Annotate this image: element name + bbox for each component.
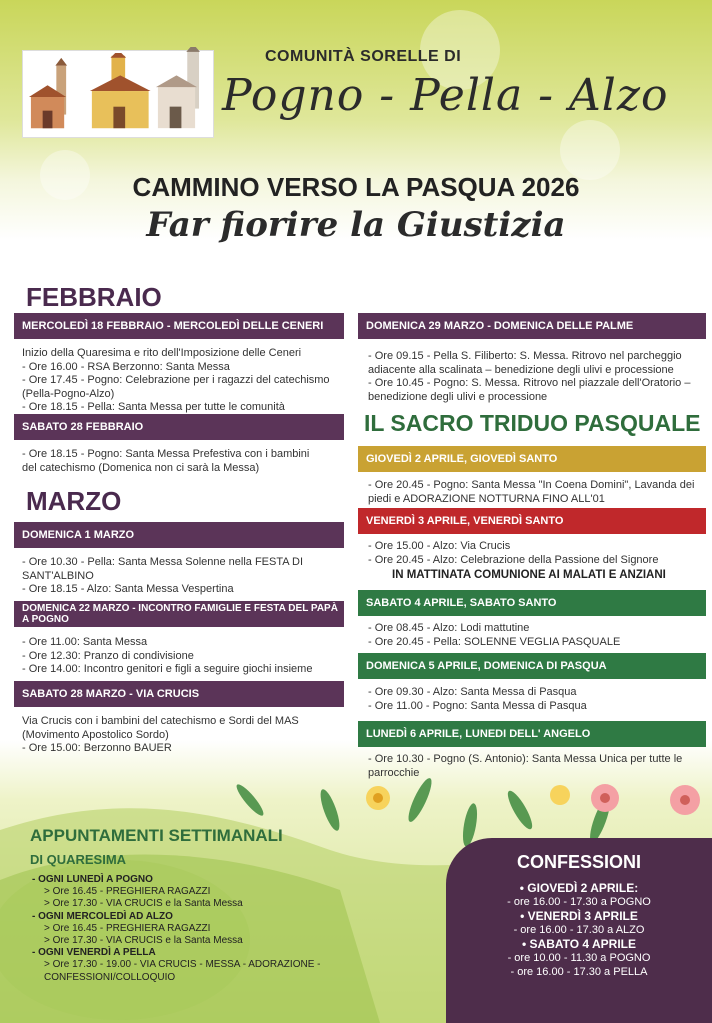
paesi-title: Pogno - Pella - Alzo [222,70,669,121]
group-head: - OGNI VENERDÌ A PELLA [32,947,156,959]
event-line: - Ore 10.30 - Pogno (S. Antonio): Santa Messa Unica per tutte le parrocchie [368,753,683,779]
bokeh-decoration [560,120,620,180]
church-alzo-icon [154,47,209,133]
event-line: - Ore 15.00 - Alzo: Via Crucis [368,540,511,552]
event-bar-angelo: LUNEDÌ 6 APRILE, LUNEDI DELL' ANGELO [358,721,706,747]
event-bar-22-mar: DOMENICA 22 MARZO - INCONTRO FAMIGLIE E FESTA DEL PAPÀ A POGNO [14,601,344,627]
settimanali-list [32,874,320,984]
cammino-title: CAMMINO VERSO LA PASQUA 2026 [132,172,580,202]
settimanali-title: APPUNTAMENTI SETTIMANALI [30,826,283,845]
confessioni-line: - ore 10.00 - 11.30 a POGNO [507,952,651,964]
event-line: - Ore 20.45 - Pella: SOLENNE VEGLIA PASQUALE [368,635,621,648]
group-item: > Ore 16.45 - PREGHIERA RAGAZZI [44,886,211,898]
event-note: IN MATTINATA COMUNIONE AI MALATI E ANZIANI [392,569,666,581]
motto-title: Far fiorire la Giustizia [146,205,566,245]
confessioni-box [446,838,712,1023]
event-text-28-feb [22,448,322,475]
group-item: > Ore 16.45 - PREGHIERA RAGAZZI [44,922,211,934]
event-line: - Ore 18.15 - Pella: Santa Messa per tutte le comunità [22,401,285,413]
event-text-28-mar [22,715,342,756]
confessioni-line: • SABATO 4 APRILE [522,937,636,951]
church-pogno-icon [27,57,86,133]
event-bar-ceneri: MERCOLEDÌ 18 FEBBRAIO - MERCOLEDÌ DELLE CENERI [14,313,344,339]
event-line: - Ore 10.45 - Pogno: S. Messa. Ritrovo nel piazzale dell'Oratorio – benedizione degli ulivi e processione [368,377,691,403]
event-line: - Ore 09.30 - Alzo: Santa Messa di Pasqua [368,686,577,698]
confessioni-line: • VENERDÌ 3 APRILE [520,909,638,923]
event-line: - Ore 20.45 - Alzo: Celebrazione della Passione del Signore [368,553,659,566]
confessioni-line: - ore 16.00 - 17.30 a ALZO [513,924,645,936]
churches-image [22,50,214,138]
month-marzo: MARZO [26,486,122,516]
month-febbraio: FEBBRAIO [26,282,162,312]
settimanali-subtitle: DI QUARESIMA [30,852,127,867]
church-pella-icon [86,53,155,133]
confessioni-title: CONFESSIONI [516,852,641,872]
event-line: - Ore 12.30: Pranzo di condivisione [22,649,194,662]
event-line: - Ore 11.00 - Pogno: Santa Messa di Pasqua [368,699,587,712]
event-text-giovedi-santo [368,479,698,506]
event-line: - Ore 17.45 - Pogno: Celebrazione per i ragazzi del catechismo (Pella-Pogno-Alzo) [22,374,330,400]
group-item: > Ore 17.30 - VIA CRUCIS e la Santa Messa [44,898,243,910]
group-item: > Ore 17.30 - VIA CRUCIS e la Santa Messa [44,935,243,947]
event-text-palme [368,350,698,404]
event-bar-sabato-santo: SABATO 4 APRILE, SABATO SANTO [358,590,706,616]
event-bar-1-mar: DOMENICA 1 MARZO [14,522,344,548]
group-head: - OGNI MERCOLEDÌ AD ALZO [32,910,173,922]
confessioni-line: - ore 16.00 - 17.30 a POGNO [507,896,651,908]
event-line: - Ore 16.00 - RSA Berzonno: Santa Messa [22,360,230,373]
event-bar-28-feb: SABATO 28 FEBBRAIO [14,414,344,440]
event-line: - Ore 20.45 - Pogno: Santa Messa "In Coena Domini", Lavanda dei piedi e ADORAZIONE NOTTURNA FINO ALL'01 [368,479,695,505]
event-line: - Ore 18.15 - Alzo: Santa Messa Vespertina [22,583,234,595]
event-bar-giovedi-santo: GIOVEDÌ 2 APRILE, GIOVEDÌ SANTO [358,446,706,472]
event-line: - Ore 08.45 - Alzo: Lodi mattutine [368,622,530,634]
comunita-label: COMUNITÀ SORELLE DI [265,48,462,65]
event-line: - Ore 14.00: Incontro genitori e figli a seguire giochi insieme [22,663,313,675]
event-text-venerdi-santo [368,540,698,583]
confessioni-line: • GIOVEDÌ 2 APRILE: [519,881,639,895]
event-text-pasqua [368,686,698,713]
event-line: Via Crucis con i bambini del catechismo e Sordi del MAS (Movimento Apostolico Sordo) [22,715,299,741]
event-text-sabato-santo [368,622,698,649]
event-bar-venerdi-santo: VENERDÌ 3 APRILE, VENERDÌ SANTO [358,508,706,534]
event-line: - Ore 18.15 - Pogno: Santa Messa Prefestiva con i bambini del catechismo (Domenica non ci sarà la Messa) [22,448,310,474]
event-text-ceneri [22,347,342,415]
event-bar-palme: DOMENICA 29 MARZO - DOMENICA DELLE PALME [358,313,706,339]
event-line: - Ore 15.00: Berzonno BAUER [22,742,172,754]
event-bar-28-mar: SABATO 28 MARZO - VIA CRUCIS [14,681,344,707]
group-item: CONFESSIONI/COLLOQUIO [44,971,176,983]
event-line: - Ore 11.00: Santa Messa [22,636,148,648]
group-item: > Ore 17.30 - 19.00 - VIA CRUCIS - MESSA - ADORAZIONE - [44,959,321,971]
event-text-22-mar [22,636,342,677]
event-line: - Ore 09.15 - Pella S. Filiberto: S. Messa. Ritrovo nel parcheggio adiacente alla scalinata – benedizione degli ulivi e processione [368,350,682,376]
group-head: - OGNI LUNEDÌ A POGNO [32,874,153,885]
event-text-1-mar [22,556,322,597]
confessioni-line: - ore 16.00 - 17.30 a PELLA [510,966,648,978]
event-line: - Ore 10.30 - Pella: Santa Messa Solenne nella FESTA DI SANT'ALBINO [22,556,304,582]
triduo-title: IL SACRO TRIDUO PASQUALE [364,410,701,436]
event-bar-pasqua: DOMENICA 5 APRILE, DOMENICA DI PASQUA [358,653,706,679]
event-line: Inizio della Quaresima e rito dell'Imposizione delle Ceneri [22,347,302,359]
